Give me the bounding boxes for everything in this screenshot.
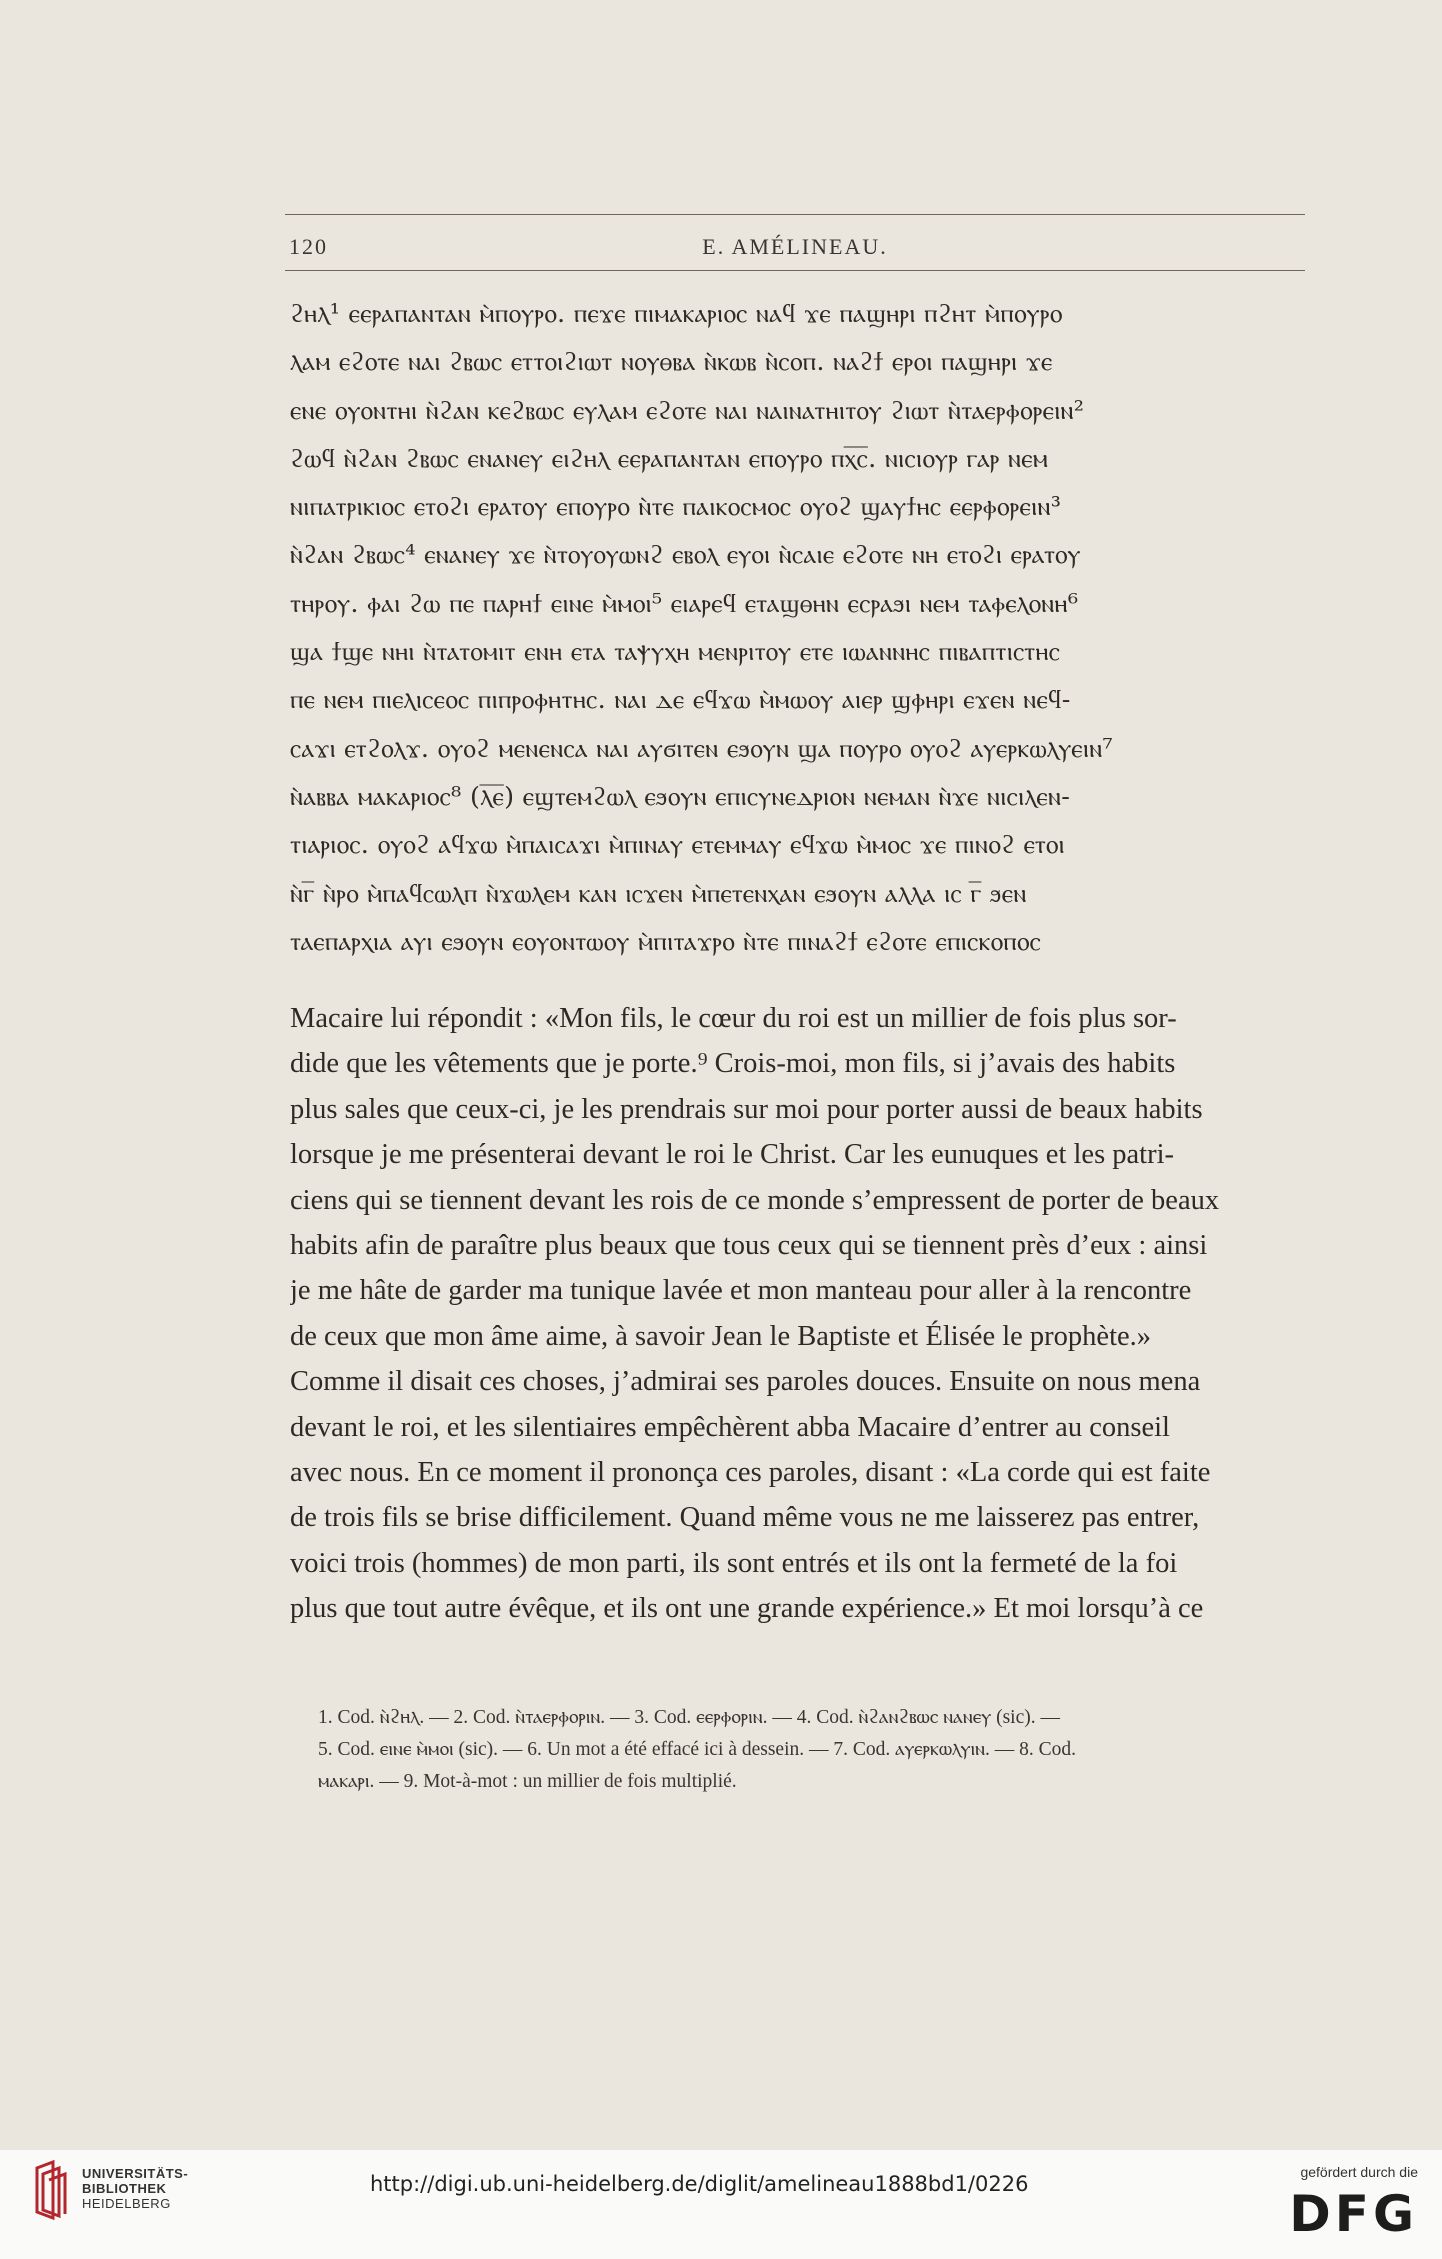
coptic-text-line: ⲗⲁⲙ ⲉϩⲟⲧⲉ ⲛⲁⲓ ϩⲃⲱⲥ ⲉⲧⲧⲟⲓϩⲓⲱⲧ ⲛⲟⲩⲑⲃⲁ ⲛ̀ⲕⲱⲃ ⲛ̀ⲥⲟⲡ. ⲛⲁϩϯ ⲉⲣⲟⲓ ⲡⲁϣⲏⲣⲓ ϫⲉ (290, 347, 1053, 378)
coptic-text-line: ⲉⲛⲉ ⲟⲩⲟⲛⲧⲏⲓ ⲛ̀ϩⲁⲛ ⲕⲉϩⲃⲱⲥ ⲉⲩⲗⲁⲙ ⲉϩⲟⲧⲉ ⲛⲁⲓ ⲛⲁⲓⲛⲁⲧⲏⲓⲧⲟⲩ ϩⲓⲱⲧ ⲛ̀ⲧⲁⲉⲣⲫⲟⲣⲉⲓⲛ² (290, 395, 1085, 426)
french-translation-block (290, 996, 1308, 1631)
french-text-line: Comme il disait ces choses, j’admirai ses paroles douces. Ensuite on nous mena (290, 1366, 1201, 1398)
french-text-line: lorsque je me présenterai devant le roi le Christ. Car les eunuques et les patri- (290, 1139, 1175, 1171)
footnote-line: 1. Cod. ⲛ̀ϩⲏⲗ. — 2. Cod. ⲛ̀ⲧⲁⲉⲣⲫⲟⲣⲓⲛ. — 3. Cod. ⲉⲉⲣⲫⲟⲣⲓⲛ. — 4. Cod. ⲛ̀ϩⲁⲛϩⲃⲱⲥ ⲛⲁⲛⲉⲩ (sic). — (318, 1707, 1060, 1728)
running-header (285, 230, 1305, 264)
page-number: 120 (289, 234, 328, 259)
header-top-rule (285, 214, 1305, 215)
french-text-line: dide que les vêtements que je porte.⁹ Crois-moi, mon fils, si j’avais des habits (290, 1048, 1176, 1080)
library-name-line-3: HEIDELBERG (82, 2196, 171, 2211)
french-text-line: ciens qui se tiennent devant les rois de ce monde s’empressent de porter de beaux (290, 1184, 1220, 1216)
coptic-text-block (290, 290, 1305, 966)
funding-caption: gefördert durch die (1300, 2164, 1418, 2180)
coptic-text-line: ⲧⲓⲁⲣⲓⲟⲥ. ⲟⲩⲟϩ ⲁϥϫⲱ ⲙ̀ⲡⲁⲓⲥⲁϫⲓ ⲙ̀ⲡⲓⲛⲁⲩ ⲉⲧⲉⲙⲙⲁⲩ ⲉϥϫⲱ ⲙ̀ⲙⲟⲥ ϫⲉ ⲡⲓⲛⲟϩ ⲉⲧⲟⲓ (290, 830, 1065, 861)
footnote-line: 5. Cod. ⲉⲓⲛⲉ ⲙ̀ⲙⲟⲓ (sic). — 6. Un mot a été effacé ici à dessein. — 7. Cod. ⲁⲩⲉⲣⲕⲱⲗⲩⲓⲛ. — 8. Cod. (318, 1739, 1077, 1760)
french-text-line: devant le roi, et les silentiaires empêchèrent abba Macaire d’entrer au conseil (290, 1411, 1170, 1443)
dfg-logo: DFG (1289, 2185, 1418, 2243)
coptic-text-line: ϩⲱϥ ⲛ̀ϩⲁⲛ ϩⲃⲱⲥ ⲉⲛⲁⲛⲉⲩ ⲉⲓϩⲏⲗ ⲉⲉⲣⲁⲡⲁⲛⲧⲁⲛ ⲉⲡⲟⲩⲣⲟ ⲡⲭ̅ⲥ̅. ⲛⲓⲥⲓⲟⲩⲣ ⲅⲁⲣ ⲛⲉⲙ (290, 443, 1049, 474)
source-url-link[interactable]: http://digi.ub.uni-heidelberg.de/diglit/amelineau1888bd1/0226 (370, 2172, 1029, 2196)
footnote-line: ⲙⲁⲕⲁⲣⲓ. — 9. Mot-à-mot : un millier de fois multiplié. (318, 1771, 737, 1792)
coptic-text-line: ⲛ̀ⲅ̅ ⲛ̀ⲣⲟ ⲙ̀ⲡⲁϥⲥⲱⲗⲡ ⲛ̀ϫⲱⲗⲉⲙ ⲕⲁⲛ ⲓⲥϫⲉⲛ ⲙ̀ⲡⲉⲧⲉⲛⲭⲁⲛ ⲉϧⲟⲩⲛ ⲁⲗⲗⲁ ⲓⲥ ⲅ̅ ϧⲉⲛ (290, 878, 1027, 909)
coptic-text-line: ⲡⲉ ⲛⲉⲙ ⲡⲓⲉⲗⲓⲥⲉⲟⲥ ⲡⲓⲡⲣⲟⲫⲏⲧⲏⲥ. ⲛⲁⲓ ⲇⲉ ⲉϥϫⲱ ⲙ̀ⲙⲱⲟⲩ ⲁⲓⲉⲣ ϣⲫⲏⲣⲓ ⲉϫⲉⲛ ⲛⲉϥ- (290, 685, 1071, 716)
footnotes-block (318, 1702, 1308, 1798)
coptic-text-line: ⲛ̀ⲁⲃⲃⲁ ⲙⲁⲕⲁⲣⲓⲟⲥ⁸ (ⲗ̅ⲉ̅) ⲉϣⲧⲉⲙϩⲱⲗ ⲉϧⲟⲩⲛ ⲉⲡⲓⲥⲩⲛⲉⲇⲣⲓⲟⲛ ⲛⲉⲙⲁⲛ ⲛ̀ϫⲉ ⲛⲓⲥⲓⲗⲉⲛ- (290, 781, 1071, 812)
library-name-line-2: BIBLIOTHEK (82, 2181, 167, 2196)
running-head-author: E. AMÉLINEAU. (702, 234, 888, 259)
coptic-text-line: ⲧⲏⲣⲟⲩ. ⲫⲁⲓ ϩⲱ ⲡⲉ ⲡⲁⲣⲏϯ ⲉⲓⲛⲉ ⲙ̀ⲙⲟⲓ⁵ ⲉⲓⲁⲣⲉϥ ⲉⲧⲁϣⲑⲏⲛ ⲉⲥⲣⲁϧⲓ ⲛⲉⲙ ⲧⲁⲫⲉⲗⲟⲛⲏ⁶ (290, 588, 1079, 619)
library-name-line-1: UNIVERSITÄTS- (82, 2166, 189, 2181)
french-text-line: de trois fils se brise difficilement. Quand même vous ne me laisserez pas entrer, (290, 1502, 1200, 1534)
digitization-footer (0, 2150, 1442, 2259)
french-text-line: plus sales que ceux-ci, je les prendrais sur moi pour porter aussi de beaux habits (290, 1093, 1203, 1125)
coptic-text-line: ⲛⲓⲡⲁⲧⲣⲓⲕⲓⲟⲥ ⲉⲧⲟϩⲓ ⲉⲣⲁⲧⲟⲩ ⲉⲡⲟⲩⲣⲟ ⲛ̀ⲧⲉ ⲡⲁⲓⲕⲟⲥⲙⲟⲥ ⲟⲩⲟϩ ϣⲁⲩϯⲏⲥ ⲉⲉⲣⲫⲟⲣⲉⲓⲛ³ (290, 492, 1062, 523)
coptic-text-line: ϩⲏⲗ¹ ⲉⲉⲣⲁⲡⲁⲛⲧⲁⲛ ⲙ̀ⲡⲟⲩⲣⲟ. ⲡⲉϫⲉ ⲡⲓⲙⲁⲕⲁⲣⲓⲟⲥ ⲛⲁϥ ϫⲉ ⲡⲁϣⲏⲣⲓ ⲡϩⲏⲧ ⲙ̀ⲡⲟⲩⲣⲟ (290, 299, 1063, 329)
header-bottom-rule (285, 270, 1305, 271)
french-text-line: voici trois (hommes) de mon parti, ils sont entrés et ils ont la fermeté de la foi (290, 1547, 1178, 1579)
coptic-text-line: ⲧⲁⲉⲡⲁⲣⲭⲓⲁ ⲁⲩⲓ ⲉϧⲟⲩⲛ ⲉⲟⲩⲟⲛⲧⲱⲟⲩ ⲙ̀ⲡⲓⲧⲁϫⲣⲟ ⲛ̀ⲧⲉ ⲡⲓⲛⲁϩϯ ⲉϩⲟⲧⲉ ⲉⲡⲓⲥⲕⲟⲡⲟⲥ (290, 926, 1042, 957)
coptic-text-line: ⲛ̀ϩⲁⲛ ϩⲃⲱⲥ⁴ ⲉⲛⲁⲛⲉⲩ ϫⲉ ⲛ̀ⲧⲟⲩⲟⲩⲱⲛϩ ⲉⲃⲟⲗ ⲉⲩⲟⲓ ⲛ̀ⲥⲁⲓⲉ ⲉϩⲟⲧⲉ ⲛⲏ ⲉⲧⲟϩⲓ ⲉⲣⲁⲧⲟⲩ (290, 540, 1081, 571)
library-name (82, 2166, 188, 2211)
french-text-line: habits afin de paraître plus beaux que tous ceux qui se tiennent près d’eux : ainsi (290, 1229, 1208, 1261)
french-text-line: Macaire lui répondit : «Mon fils, le cœur du roi est un millier de fois plus sor- (290, 1003, 1177, 1034)
french-text-line: avec nous. En ce moment il prononça ces paroles, disant : «La corde qui est faite (290, 1456, 1211, 1488)
coptic-text-line: ϣⲁ ϯϣⲉ ⲛⲏⲓ ⲛ̀ⲧⲁⲧⲟⲙⲓⲧ ⲉⲛⲏ ⲉⲧⲁ ⲧⲁⲯⲩⲭⲏ ⲙⲉⲛⲣⲓⲧⲟⲩ ⲉⲧⲉ ⲓⲱⲁⲛⲛⲏⲥ ⲡⲓⲃⲁⲡⲧⲓⲥⲧⲏⲥ (290, 637, 1061, 668)
coptic-text-line: ⲥⲁϫⲓ ⲉⲧϩⲟⲗϫ. ⲟⲩⲟϩ ⲙⲉⲛⲉⲛⲥⲁ ⲛⲁⲓ ⲁⲩϭⲓⲧⲉⲛ ⲉϧⲟⲩⲛ ϣⲁ ⲡⲟⲩⲣⲟ ⲟⲩⲟϩ ⲁⲩⲉⲣⲕⲱⲗⲩⲉⲓⲛ⁷ (290, 733, 1113, 764)
university-library-logo-icon (33, 2160, 73, 2220)
french-text-line: je me hâte de garder ma tunique lavée et mon manteau pour aller à la rencontre (290, 1275, 1192, 1307)
french-text-line: de ceux que mon âme aime, à savoir Jean le Baptiste et Élisée le prophète.» (290, 1320, 1152, 1352)
french-text-line: plus que tout autre évêque, et ils ont une grande expérience.» Et moi lorsqu’à ce (290, 1593, 1204, 1625)
